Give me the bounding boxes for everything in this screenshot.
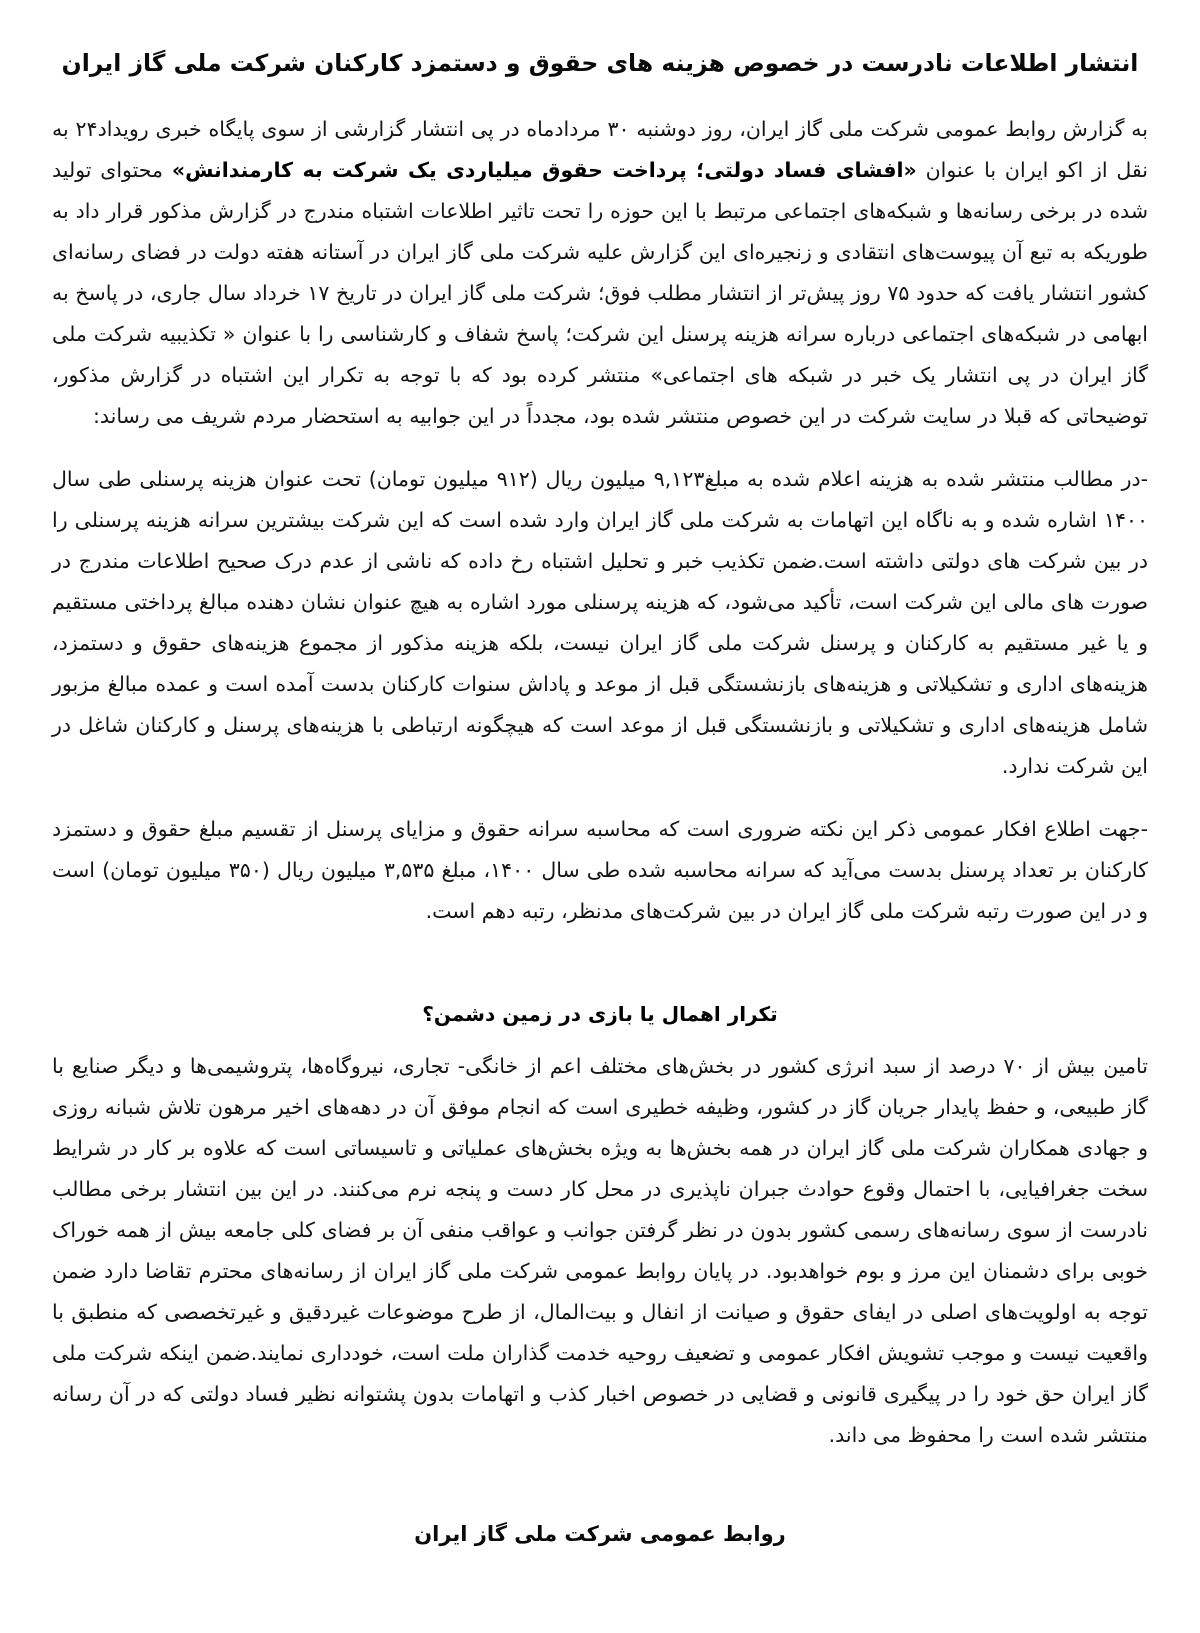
- section-subheading: تکرار اهمال یا بازی در زمین دشمن؟: [422, 1001, 778, 1026]
- page-title: انتشار اطلاعات نادرست در خصوص هزینه های حقوق و دستمزد کارکنان شرکت ملی گاز ایران: [61, 49, 1139, 77]
- paragraph-per-capita-salary: -جهت اطلاع افکار عمومی ذکر این نکته ضروری است که محاسبه سرانه حقوق و مزایای پرسنل از تقسیم مبلغ حقوق و دستمزد کارکنان بر تعداد پرسنل بدست می‌آید که سرانه محاسبه شده طی سال ۱۴۰۰، مبلغ ۳,۵۳۵ میلیون ریال (۳۵۰ میلیون تومان) است و در این صورت رتبه شرکت ملی گاز ایران در بین شرکت‌های مدنظر، رتبه دهم است.: [52, 816, 1149, 923]
- paragraph-intro-part-a: به گزارش روابط عمومی شرکت ملی گاز ایران، روز دوشنبه ۳۰ مردادماه در پی انتشار گزارشی از سوی پایگاه خبری رویداد۲۴ به نقل از اکو ایران با عنوان «افشای فساد دولتی؛ پرداخت حقوق میلیاردی یک شرکت به کارمندانش»: [52, 116, 1149, 182]
- quoted-headline-emphasis: «افشای فساد دولتی؛ پرداخت حقوق میلیاردی یک شرکت به کارمندانش»: [171, 157, 917, 182]
- signature-line: روابط عمومی شرکت ملی گاز ایران: [414, 1521, 786, 1546]
- section-spacer: [52, 954, 1148, 968]
- paragraph-intro-part-b: محتوای تولید شده در برخی رسانه‌ها و شبکه‌های اجتماعی مرتبط با این حوزه را تحت تاثیر اطلاعات اشتباه مندرج در گزارش مذکور قرار داد به طوریکه به تبع آن پیوست‌های انتقادی و زنجیره‌ای این گزارش علیه شرکت ملی گاز ایران در آستانه هفته دولت در فضای رسانه‌ای کشور انتشار یافت که حدود ۷۵ روز پیش‌تر از انتشار مطلب فوق؛ شرکت ملی گاز ایران در تاریخ ۱۷ خرداد سال جاری، در پاسخ به ابهامی در شبکه‌های اجتماعی درباره سرانه هزینه پرسنل این شرکت؛ پاسخ شفاف و کارشناسی را با عنوان « تکذیبیه شرکت ملی گاز ایران در پی انتشار یک خبر در شبکه های اجتماعی» منتشر کرده بود که با توجه به تکرار این اشتباه در گزارش مذکور، توضیحاتی که قبلا در سایت شرکت در این خصوص منتشر شده بود، مجدداً در این جوابیه به استحضار مردم شریف می رساند:: [52, 157, 1149, 428]
- paragraph-intro: [52, 109, 1148, 437]
- paragraph-personnel-cost: -در مطالب منتشر شده به هزینه اعلام شده به مبلغ۹,۱۲۳ میلیون ریال (۹۱۲ میلیون تومان) تحت عنوان هزینه پرسنلی طی سال ۱۴۰۰ اشاره شده و به ناگاه این اتهامات به شرکت ملی گاز ایران وارد شده است که این شرکت بیشترین سرانه هزینه پرسنلی را در بین شرکت های دولتی داشته است.ضمن تکذیب خبر و تحلیل اشتباه رخ داده که ناشی از عدم درک صحیح اطلاعات مندرج در صورت های مالی این شرکت است، تأکید می‌شود، که هزینه پرسنلی مورد اشاره به هیچ عنوان نشان دهنده مبالغ پرداختی مستقیم و یا غیر مستقیم به کارکنان و پرسنل شرکت ملی گاز ایران نیست، بلکه هزینه مذکور از مجموع هزینه‌های حقوق و دستمزد، هزینه‌های اداری و تشکیلاتی و هزینه‌های بازنشستگی قبل از موعد و پاداش سنوات کارکنان بدست آمده است و عمده مبالغ مزبور شامل هزینه‌های اداری و تشکیلاتی و بازنشستگی قبل از موعد است که هیچگونه ارتباطی با هزینه‌های پرسنل و کارکنان شاغل در این شرکت ندارد.: [52, 466, 1148, 778]
- paragraph-closing-statement: تامین بیش از ۷۰ درصد از سبد انرژی کشور در بخش‌های مختلف اعم از خانگی- تجاری، نیروگاه‌ها، پتروشیمی‌ها و دیگر صنایع با گاز طبیعی، و حفظ پایدار جریان گاز در کشور، وظیفه خطیری است که انجام موفق آن در دهه‌های اخیر مرهون تلاش شبانه روزی و جهادی همکاران شرکت ملی گاز ایران در همه بخش‌ها به ویژه بخش‌های عملیاتی و تاسیساتی است که علاوه بر کار در شرایط سخت جغرافیایی، با احتمال وقوع حوادث جبران ناپذیری در محل کار دست و پنجه نرم می‌کنند. در این بین انتشار برخی مطالب نادرست از سوی رسانه‌های رسمی کشور بدون در نظر گرفتن جوانب و عواقب منفی آن بر فضای کلی جامعه بیش از همه خوراک خوبی برای دشمنان این مرز و بوم خواهدبود. در پایان روابط عمومی شرکت ملی گاز ایران از رسانه‌های محترم تقاضا دارد ضمن توجه به اولویت‌های اصلی در ایفای حقوق و صیانت از انفال و بیت‌المال، از طرح موضوعات غیردقیق و غیرتخصصی که منطبق با واقعیت نیست و موجب تشویش افکار عمومی و تضعیف روحیه خدمت گذاران ملت است، خودداری نمایند.ضمن اینکه شرکت ملی گاز ایران حق خود را در پیگیری قانونی و قضایی در خصوص اخبار کذب و اتهامات بدون پشتوانه نظیر فساد دولتی که در آن رسانه منتشر شده است را محفوظ می داند.: [52, 1053, 1148, 1447]
